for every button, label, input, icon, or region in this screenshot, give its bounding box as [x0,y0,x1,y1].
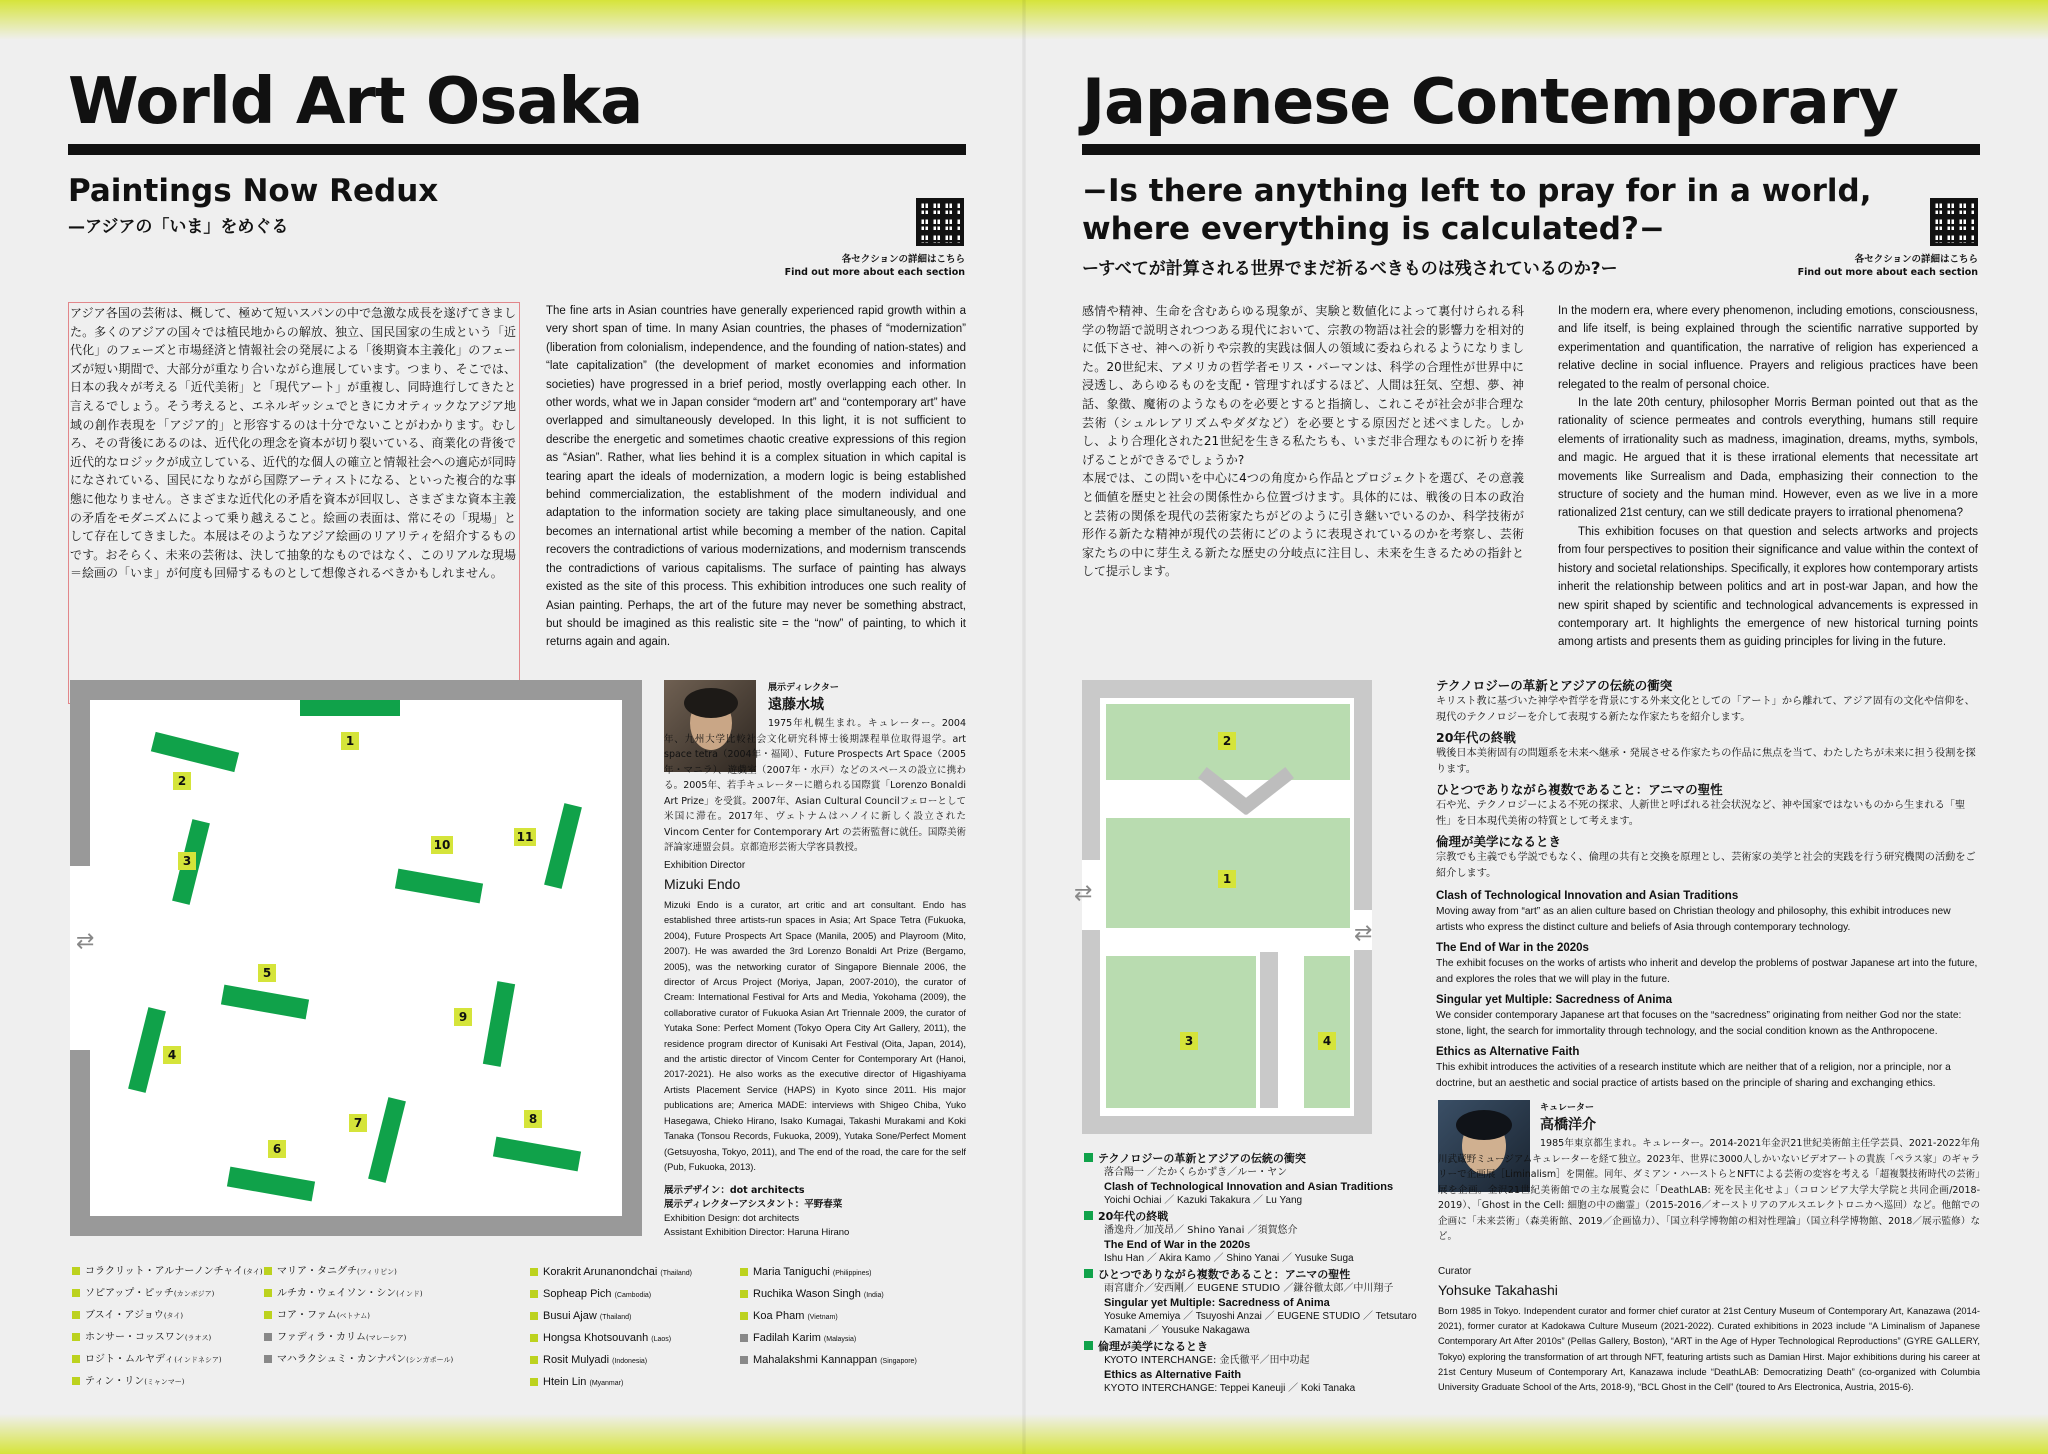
artwork-8 [493,1137,581,1172]
artist-item: ファディラ・カリム(マレーシア) [264,1331,406,1345]
room-label-3: 3 [1180,1032,1198,1050]
curator-bio-jp: 1985年東京都生まれ。キュレーター。2014-2021年金沢21世紀美術館主任学芸員、2021-2022年角川武蔵野ミュージアムキュレーターを経て独立。2023年、世界に3000人しかいないビデオアートの貴族「ペラス家」のギャラリーで企画展［Liminalism］を開催。同年、ダミアン・ハーストらとNFTによる芸術の変容を考える「超複製技術時代の芸術」展を企画。金沢21世紀美術館での主な展覧会に「DeathLAB: 死を民主化せよ」（コロンビア大学大学院と共同企画/2018-2019）、「Ghost in the Cell: 細胞の中の幽霊」（2015-2016／オーストリアのアルスエレクトロニカへ巡回）など。他館での企画に「未来芸術」（森美術館、2019／企画協力）、「国立科学博物館の相対性理論」（国立科学博物館、2018／展示監修）など。 [1438,1138,1980,1242]
map-label-7: 7 [349,1114,367,1132]
left-title-rule [68,144,966,155]
artist-item: ブスイ・アジョウ(タイ) [72,1309,183,1323]
artwork-5 [221,985,309,1020]
room-artist-list [1084,1152,1424,1396]
section-jp-title: テクノロジーの革新とアジアの伝統の衝突 [1436,678,1673,693]
artist-item: Hongsa Khotsouvanh (Laos) [530,1331,671,1347]
curator-name-jp: 高橋洋介 [1540,1117,1596,1133]
artist-item: マリア・タニグチ(フィリピン) [264,1265,397,1279]
director-label-jp: 展示ディレクター [768,683,839,693]
section-jp-body: 石や光、テクノロジーによる不死の探求、人新世と呼ばれる社会状況など、神や国家ではないものから生まれる「聖性」を日本現代美術の特質として考えます。 [1436,800,1966,827]
map-label-4: 4 [163,1046,181,1064]
right-body-jp-2: 本展では、この問いを中心に4つの角度から作品とプロジェクトを選び、その意義と価値を歴史と社会の関係性から位置づけます。具体的には、戦後の日本の政治と芸術の関係を現代の芸術家たちがどのように引き継いでいるのか、科学技術が形作る新たな精神が現代の芸術にどのように表現されているのかを考察し、芸術家たちの中に芽生える新たな歴史の分岐点に注目し、未来を生きるための指針として提示します。 [1082,471,1524,579]
artwork-9 [483,981,515,1067]
section-jp-body: キリスト教に基づいた神学や哲学を背景にする外来文化としての「アート」から離れて、アジア固有の文化や信仰を、現代のテクノロジーを介して表現する新たな作家たちを紹介します。 [1436,696,1975,723]
right-body-en-2: In the late 20th century, philosopher Morris Berman pointed out that as the rationality of science permeates and controls everything, humans still require elements of irrationality such as madness, imagination, dreams, myths, symbols, and magic. He argued that it is these irrational elements that necessitate art movements like Surrealism and Dada, emphasizing their connection to the structure of society and the human mind. However, even as we live in a more rationalized 21st century, can we still dedicate prayers to irrational phenomena? [1558,397,1978,520]
artwork-11 [544,803,582,889]
right-body-en [1558,302,1978,652]
left-qr-caption-jp: 各セクションの詳細はこちら [841,254,965,265]
artist-item: Rosit Mulyadi (Indonesia) [530,1353,647,1369]
artist-item: Mahalakshmi Kannappan (Singapore) [740,1353,917,1369]
curator-label-en: Curator [1438,1266,1472,1277]
section-en-body: Moving away from “art” as an alien culture based on Christian theology and philosophy, this exhibit introduces new artists who express the distinct culture and beliefs of Asia through contemporary technology. [1436,906,1951,933]
right-qr-caption-en: Find out more about each section [1797,267,1978,278]
director-bio-en: Mizuki Endo is a curator, art critic and art consultant. Endo has established three artists-run spaces in Asia; Art Space Tetra (Fukuoka, 2004), Future Prospects Art Space (Manila, 2005) and Playroom (Mito, 2007). He was awarded the 3rd Lorenzo Bonaldi Art Prize (Bergamo, 2005), was the networking curator of Singapore Biennale 2006, the director of Arcus Project (Moriya, Japan, 2007-2010), the curator of Cream: International Festival for Arts and Media, Yokohama (2009), the collaborative curator of Fukuoka Asian Art Triennale 2009, the curator of Yutaka Sone: Perfect Moment (Tokyo Opera City Art Gallery, 2011), the residence program director of Kunisaki Art Festival (Oita, Japan, 2014), and the artistic director of Vincom Center for Contemporary Art (Hanoi, 2017-2021). He also works as the executive director of Higashiyama Artists Placement Service (HAPS) in Kyoto since 2011. His major publications are; America MADE: interviews with Shigeo Chiba, Yuko Hasegawa, Chieko Hirano, Isako Kumagai, Takashi Murakami and Koki Tanaka (Tonsou Records, Fukuoka, 2009), Yutaka Sone/Perfect Moment (Getsuyosha, Tokyo, 2011), and The end of the road, the care for the self (Pub, Fukuoka, 2013). [664,900,966,1172]
artwork-7 [368,1097,406,1183]
artwork-6 [227,1167,315,1202]
entrance-arrow-icon: ⇄ [76,929,95,954]
right-body-jp [1082,302,1524,581]
room-label-2: 2 [1218,732,1236,750]
right-title: Japanese Contemporary [1082,65,1898,138]
right-subtitle-jp: ーすべてが計算される世界でまだ祈るべきものは残されているのか?ー [1082,259,1618,279]
curator-label-jp: キュレーター [1540,1103,1595,1113]
right-subtitle-line2: where everything is calculated?− [1082,211,1665,247]
artist-item: Busui Ajaw (Thailand) [530,1309,631,1325]
artist-item: Fadilah Karim (Malaysia) [740,1331,856,1347]
artist-item: Htein Lin (Myanmar) [530,1375,623,1391]
section-jp-title: ひとつでありながら複数であること：アニマの聖性 [1436,782,1723,797]
section-en-title: Ethics as Alternative Faith [1436,1046,1580,1058]
artwork-4 [128,1007,166,1093]
right-body-jp-1: 感情や精神、生命を含むあらゆる現象が、実験と数値化によって裏付けられる科学の物語で説明されつつある現代において、宗教の物語は社会的影響力を相対的に低下させ、神への祈りや宗教的実践は個人の領域に委ねられるようになりました。20世紀末、アメリカの哲学者モリス・バーマンは、科学の合理性が世界中に浸透し、あらゆるものを支配・管理すればするほど、人間は狂気、空想、夢、神話、象徴、魔術のようなものを必要とすると指摘し、これこそが社会が非合理な芸術（シュルレアリズムやダダなど）を必要とする原因だと述べました。しかし、より合理化された21世紀を生きる私たちも、いまだ非合理なものに祈りを捧げることができるでしょうか? [1082,304,1524,467]
right-qr-caption-jp: 各セクションの詳細はこちら [1854,254,1978,265]
artist-item: Korakrit Arunanondchai (Thailand) [530,1265,692,1281]
curator-bio-en: Born 1985 in Tokyo. Independent curator and former chief curator at 21st Century Museum of Contemporary Art, Kanazawa (2014-2021), former curator at Kadokawa Culture Museum (2021-2022). Curated exhibitions in 2023 include “A Liminalism of Japanese Contemporary Art After 2010s” (Pellas Gallery, Boston), “ART in the Age of Hyper Technological Reproductions” (GYRE GALLERY, Tokyo) exploring the transformation of art through NFT, featuring artists such as Damian Hirst. Major exhibitions during his career at 21st Century Museum of Contemporary Art, Kanazawa include “DeathLAB: Democratizing Death” (co-organized with Columbia University Graduate School of the Arts, 2018-9), “BCL Ghost in the Cell” (toured to Ars Electronica, Austria, 2015-6). [1438,1306,1980,1393]
section-en-body: We consider contemporary Japanese art that focuses on the “sacredness” originating from neither God nor the state: stone, light, the search for immortality through technology, and the social condition known as the Anthropocene. [1436,1010,1962,1037]
artwork-10 [395,869,483,904]
artist-item: Koa Pham (Vietnam) [740,1309,838,1325]
entrance-arrow-icon: ⇄ [1074,881,1093,906]
room-entry: 倫理が美学になるとき KYOTO INTERCHANGE: 金氏徹平／田中功起 Ethics as Alternative Faith KYOTO INTERCHANGE: Teppei Kaneuji ／ Koki Tanaka [1084,1340,1424,1396]
section-en-body: The exhibit focuses on the works of artists who inherit and develop the problems of postwar Japanese art into the future, and explores the roles that we will play in the future. [1436,958,1978,985]
director-label-en: Exhibition Director [664,860,746,871]
artist-item: ホンサー・コッスワン(ラオス) [72,1331,211,1345]
left-qr-caption-en: Find out more about each section [784,267,965,278]
artist-item: ルチカ・ウェイソン・シン(インド) [264,1287,423,1301]
section-jp-title: 倫理が美学になるとき [1436,834,1562,849]
room-entry: テクノロジーの革新とアジアの伝統の衝突 落合陽一 ／たかくらかずき／ルー・ヤン Clash of Technological Innovation and Asian Traditions Yoichi Ochiai ／ Kazuki Takakura ／ Lu Yang [1084,1152,1424,1208]
right-qr-code[interactable] [1930,198,1978,246]
director-name-en: Mizuki Endo [664,876,741,892]
left-floor-map [70,680,642,1236]
director-name-jp: 遠藤水城 [768,697,824,713]
map-label-3: 3 [178,852,196,870]
page-fold [1022,0,1026,1454]
map-label-2: 2 [173,772,191,790]
exit-arrow-icon: ⇄ [1354,921,1373,946]
map-label-5: 5 [258,964,276,982]
artist-item: マハラクシュミ・カンナパン(シンガポール) [264,1353,453,1367]
artist-item: ティン・リン(ミャンマー) [72,1375,185,1389]
map-label-6: 6 [268,1140,286,1158]
room-entry: ひとつでありながら複数であること：アニマの聖性 雨宮庸介／安西剛／ EUGENE STUDIO ／鎌谷徹太郎／中川翔子 Singular yet Multiple: Sacredness of Anima Yosuke Amemiya ／ Tsuyoshi Anzai ／ EUGENE STUDIO ／ Tetsutaro Kamatani ／ Yousuke Nakagawa [1084,1268,1424,1338]
section-en-title: The End of War in the 2020s [1436,942,1589,954]
right-floor-map [1074,680,1373,1134]
curator-name-en: Yohsuke Takahashi [1438,1282,1558,1298]
exhibition-design-jp-2: 展示ディレクターアシスタント：平野春菜 [664,1199,843,1210]
artwork-2 [151,732,239,772]
map-label-8: 8 [524,1110,542,1128]
exhibition-design-en-2: Assistant Exhibition Director: Haruna Hirano [664,1227,850,1238]
section-jp-body: 戦後日本美術固有の問題系を未来へ継承・発展させる作家たちの作品に焦点を当て、わたしたちが未来に担う役割を探ります。 [1436,748,1976,775]
section-en-title: Singular yet Multiple: Sacredness of Anima [1436,994,1673,1006]
left-title: World Art Osaka [68,65,643,139]
room-label-4: 4 [1318,1032,1336,1050]
left-subtitle-jp: —アジアの「いま」をめぐる [68,217,289,237]
left-body-en: The fine arts in Asian countries have generally experienced rapid growth within a very short span of time. In many Asian countries, the phases of “modernization” (liberation from colonialism, independence, and the founding of nation-states) and “late capitalization” (the development of market economies and information societies) have progressed in a brief period, mostly overlapping each other. In other words, what we in Japan consider “modern art” and “contemporary art” have overlapped and simultaneously developed. In this light, it is not sufficient to describe the energetic and sometimes chaotic creative expressions of this region as “Asian”. Rather, what lies behind it is a complex situation in which capital is tearing apart the ideals of modernization, a modern logic is being established behind commercialization, the establishment of the modern individual and adaptation to the information society are taking place simultaneously, and one becomes an international artist while becoming a member of the nation. Capital recovers the contradictions of various modernizations, and modernism transcends the contradictions of various capitalisms. The surface of painting has always existed as the site of this process. This exhibition introduces one such reality of Asian painting. Perhaps, the art of the future may never be something abstract, but should be imagined as this realistic site = the “now” of painting, to which it returns again and again. [546,305,966,649]
section-jp-body: 宗教でも主義でも学説でもなく、倫理の共有と交換を原理とし、芸術家の美学と社会的実践を行う研究機関の活動をご紹介します。 [1436,852,1976,879]
left-qr-code[interactable] [916,198,964,246]
artist-item: Maria Taniguchi (Philippines) [740,1265,871,1281]
room-label-1: 1 [1218,870,1236,888]
left-body-jp: アジア各国の芸術は、概して、極めて短いスパンの中で急激な成長を遂げてきました。多くのアジアの国々では植民地からの解放、独立、国民国家の生成という「近代化」のフェーズと市場経済と情報社会の発展による「後期資本主義化」のフェーズが短い期間で、大部分が重なり合いながら進展しています。つまり、そこでは、日本の我々が考える「近代美術」と「現代アート」が重複し、同時進行してきたと言えるでしょう。そう考えると、エネルギッシュでときにカオティックなアジア地域の創作表現を「アジア的」と形容するのは十分でないことがわかります。むしろ、その背後にあるのは、近代化の理念を資本が切り裂いている、商業化の背後で近代的なロジックが成立している、近代的な個人の確立と情報社会への適応が同時になされている、国民になりながら国際アーティストになる、といった複合的な事態に他なりません。さまざまな近代化の矛盾を資本が回収し、さまざまな資本主義の矛盾をモダニズムによって乗り越えること。絵画の表面は、常にその「現場」として存在してきました。本展はそのようなアジア絵画のリアリティを紹介するものです。おそらく、未来の芸術は、決して抽象的なものではなく、このリアルな現場＝絵画の「いま」が何度も回帰するものとして想像されるべきかもしれません。 [70,306,516,581]
artist-item: コア・ファム(ベトナム) [264,1309,370,1323]
right-body-en-1: In the modern era, where every phenomenon, including emotions, consciousness, and life itself, is being explained through the scientific narrative supported by experimentation and quantification, the narrative of religion has experienced a relative decline in social influence. Prayers and religious practices have been relegated to the realm of personal choice. [1558,305,1978,391]
right-subtitle-line1: −Is there anything left to pray for in a world, [1082,173,1872,209]
sections-jp [1436,678,1980,1092]
exhibition-design-jp-1: 展示デザイン：dot architects [664,1185,805,1196]
exhibition-design-en-1: Exhibition Design: dot architects [664,1213,800,1224]
map-label-9: 9 [454,1008,472,1026]
right-title-rule [1082,144,1980,155]
map-label-10: 10 [431,836,453,854]
artwork-1 [300,700,400,716]
section-jp-title: 20年代の終戦 [1436,730,1516,745]
artist-item: ソピアップ・ピッチ(カンボジア) [72,1287,214,1301]
section-en-title: Clash of Technological Innovation and Asian Traditions [1436,890,1739,902]
artist-item: コラクリット・アルナーノンチャイ(タイ) [72,1265,263,1279]
artist-item: ロジト・ムルヤディ(インドネシア) [72,1353,222,1367]
map-label-1: 1 [341,732,359,750]
artist-item: Sopheap Pich (Cambodia) [530,1287,651,1303]
room-entry: 20年代の終戦 潘逸舟／加茂昂／ Shino Yanai ／須賀悠介 The End of War in the 2020s Ishu Han ／ Akira Kamo ／ Shino Yanai ／ Yusuke Suga [1084,1210,1424,1266]
artist-item: Ruchika Wason Singh (India) [740,1287,884,1303]
map-label-11: 11 [514,828,536,846]
right-body-en-3: This exhibition focuses on that question and selects artworks and projects from four perspectives to position their significance and value within the context of history and societal relationships. Specifically, it explores how contemporary artists inherit the relationship between politics and art in post-war Japan, and how the new spirit shaped by scientific and technological advancements is expressed in contemporary art. It highlights the emergence of new historical turning points among artists and presents them as guiding principles for living in the future. [1558,525,1978,649]
director-bio-jp: 1975年札幌生まれ。キュレーター。2004年、九州大学比較社会文化研究科博士後期課程単位取得退学。art space tetra（2004年・福岡）、Future Prospects Art Space（2005年・マニラ）、遊戯室（2007年・水戸）などのスペースの設立に携わる。2005年、若手キュレーターに贈られる国際賞「Lorenzo Bonaldi Art Prize」を受賞。2007年、Asian Cultural Councilフェローとして米国に滞在。2017年、ヴェトナムはハノイに新しく設立された Vincom Center for Contemporary Art の芸術監督に就任。国際美術評論家連盟会員。京都造形芸術大学客員教授。 [664,718,966,853]
left-subtitle: Paintings Now Redux [68,173,439,209]
section-en-body: This exhibit introduces the activities of a research institute which are neither that of a religion, nor a principle, nor a doctrine, but an aesthetic and social practice of artists based on the principle of sharing and exchanging ethics. [1436,1062,1951,1089]
